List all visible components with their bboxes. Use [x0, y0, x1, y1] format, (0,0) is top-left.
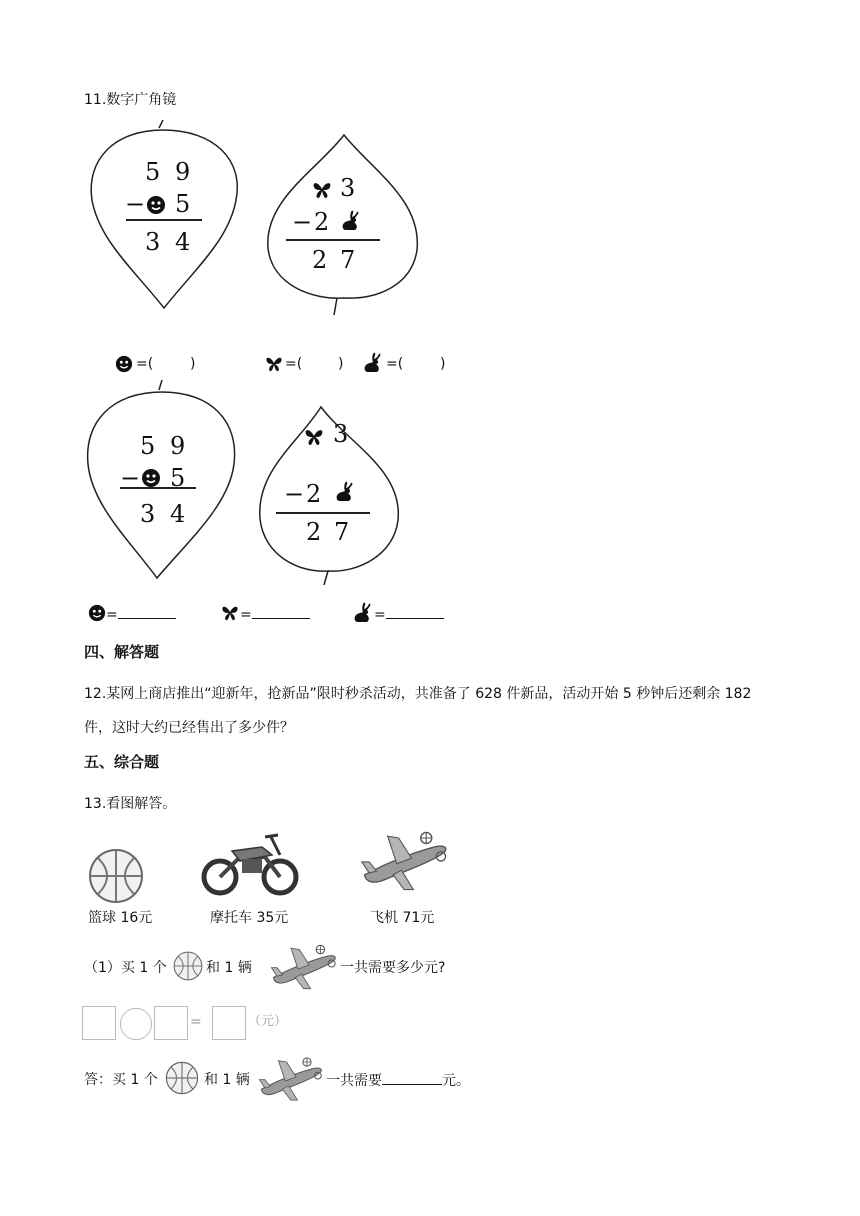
butterfly-icon — [312, 180, 332, 200]
leaf-1-mid-digit: 5 — [175, 190, 191, 218]
leaf-1-top-digit-1: 5 — [145, 158, 161, 186]
part-1-prefix: （1）买 1 个 — [84, 960, 167, 976]
blank-answer-rabbit[interactable]: = — [374, 604, 444, 625]
basketball-icon — [164, 1060, 200, 1096]
question-13-title: 13.看图解答。 — [84, 796, 177, 812]
leaf-3-mid-digit: 5 — [170, 464, 186, 492]
leaf-2-mid-digit: 2 — [314, 208, 330, 236]
leaf-3-top-digit-2: 9 — [170, 432, 186, 460]
basketball-icon — [86, 846, 146, 906]
rabbit-icon — [334, 481, 354, 503]
butterfly-icon — [221, 604, 239, 622]
leaf-1-top-digit-2: 9 — [175, 158, 191, 186]
part-1-question: 一共需要多少元? — [340, 960, 446, 976]
leaf-2-minus: − — [292, 208, 313, 236]
equation-operator-circle[interactable] — [120, 1008, 152, 1040]
item-label-motorcycle: 摩托车 35元 — [210, 910, 289, 926]
leaf-4-top-digit: 3 — [333, 420, 349, 448]
rabbit-icon — [362, 352, 382, 374]
leaf-2-result-digit-1: 2 — [312, 246, 328, 274]
leaf-2-top-digit: 3 — [340, 174, 356, 202]
motorcycle-icon — [200, 824, 300, 900]
leaf-4-result-digit-1: 2 — [306, 518, 322, 546]
answer-total-text[interactable]: 一共需要 元。 — [326, 1070, 470, 1091]
answer-middle: 和 1 辆 — [204, 1072, 250, 1088]
sun-face-icon — [88, 604, 106, 622]
section-heading-4: 四、解答题 — [84, 643, 160, 661]
basketball-icon — [172, 950, 204, 982]
equation-box-1[interactable] — [82, 1006, 116, 1040]
answer-sun-open: =( — [136, 356, 154, 372]
question-11-title: 11.数字广角镜 — [84, 92, 177, 108]
leaf-3-top-digit-1: 5 — [140, 432, 156, 460]
sun-face-icon — [141, 468, 161, 488]
section-heading-5: 五、综合题 — [84, 753, 160, 771]
leaf-3-result-digit-2: 4 — [170, 500, 186, 528]
answer-sun-close: ) — [190, 356, 196, 372]
equation-unit: （元） — [248, 1014, 288, 1029]
rabbit-icon — [352, 602, 372, 624]
blank-answer-butterfly[interactable]: = — [240, 604, 310, 625]
leaf-4-result-digit-2: 7 — [334, 518, 350, 546]
leaf-3-result-digit-1: 3 — [140, 500, 156, 528]
part-1-middle: 和 1 辆 — [206, 960, 252, 976]
answer-rabbit-close: ) — [440, 356, 446, 372]
airplane-icon — [270, 940, 340, 994]
leaf-puzzle-1 — [84, 120, 244, 315]
leaf-1-result-digit-1: 3 — [145, 228, 161, 256]
rabbit-icon — [340, 210, 360, 232]
airplane-icon — [360, 826, 452, 896]
equation-box-2[interactable] — [154, 1006, 188, 1040]
answer-prefix: 答：买 1 个 — [84, 1072, 158, 1088]
item-label-basketball: 篮球 16元 — [88, 910, 153, 926]
butterfly-icon — [304, 427, 324, 447]
answer-butterfly-close: ) — [338, 356, 344, 372]
item-label-airplane: 飞机 71元 — [370, 910, 435, 926]
leaf-1-result-digit-2: 4 — [175, 228, 191, 256]
equation-box-result[interactable] — [212, 1006, 246, 1040]
leaf-3-minus: − — [120, 464, 141, 492]
question-12-line-1: 12.某网上商店推出“迎新年，抢新品”限时秒杀活动，共准备了 628 件新品，活动开始 5 秒钟后还剩余 182 — [84, 686, 752, 702]
airplane-icon — [258, 1052, 326, 1106]
butterfly-icon — [265, 355, 283, 373]
leaf-1-minus: − — [125, 190, 146, 218]
question-12-line-2: 件，这时大约已经售出了多少件？ — [84, 720, 294, 736]
leaf-4-minus: − — [284, 480, 305, 508]
blank-answer-sun[interactable]: = — [106, 604, 176, 625]
leaf-2-result-digit-2: 7 — [340, 246, 356, 274]
leaf-4-mid-digit: 2 — [306, 480, 322, 508]
answer-rabbit-open: =( — [386, 356, 404, 372]
equation-equals: = — [190, 1014, 202, 1030]
sun-face-icon — [146, 195, 166, 215]
answer-butterfly-open: =( — [285, 356, 303, 372]
sun-face-icon — [115, 355, 133, 373]
leaf-puzzle-3 — [84, 380, 244, 585]
